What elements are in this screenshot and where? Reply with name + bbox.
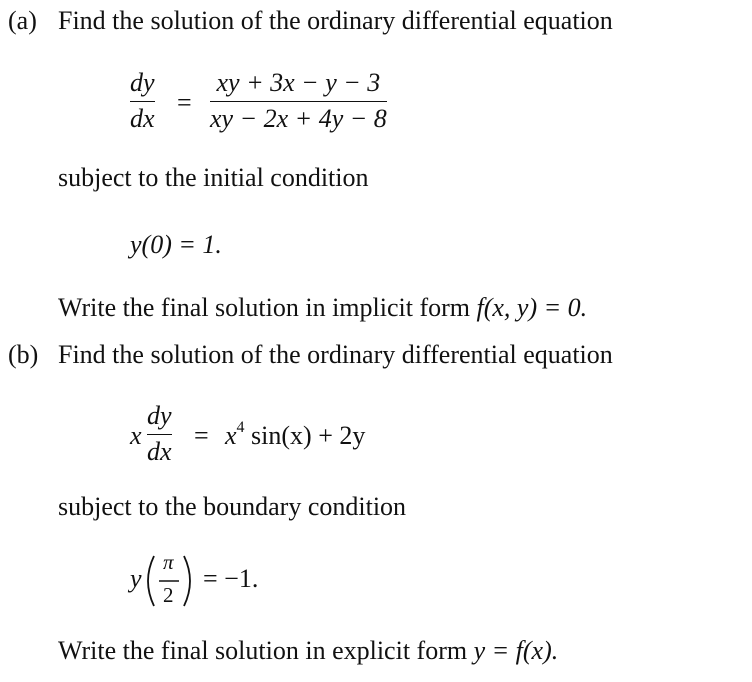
part-a-derivative	[130, 70, 155, 132]
part-b-instruction-text: Write the final solution in explicit form	[58, 636, 474, 665]
part-b-derivative	[147, 403, 172, 465]
fraction-bar	[130, 101, 155, 102]
part-b-rhs-exponent: 4	[236, 419, 245, 436]
part-b-rhs-base: x	[225, 421, 237, 450]
part-b-rhs	[225, 419, 366, 450]
part-a-equals: =	[177, 88, 192, 117]
part-a-instruction-math: f(x, y) = 0.	[476, 293, 588, 322]
part-b-condition-intro: subject to the boundary condition	[58, 492, 407, 521]
part-b-cond-denominator: 2	[163, 583, 174, 607]
part-a-rhs-fraction	[210, 70, 387, 132]
part-b-instruction-math: y = f(x).	[473, 636, 559, 665]
part-a-intro: Find the solution of the ordinary differential equation	[58, 6, 613, 35]
part-b-cond-func: y	[130, 564, 142, 593]
part-a-label: (a)	[8, 6, 37, 35]
fraction-bar	[210, 101, 387, 102]
right-paren	[184, 556, 190, 606]
part-a-instruction-text: Write the final solution in implicit form	[58, 293, 477, 322]
part-b-cond-numerator: π	[163, 550, 174, 574]
part-b-lhs-prefix: x	[130, 421, 142, 450]
part-a-condition-intro: subject to the initial condition	[58, 163, 369, 192]
part-a-condition: y(0) = 1.	[130, 230, 222, 259]
part-a-lhs-denominator: dx	[130, 104, 155, 133]
part-b-lhs-numerator: dy	[147, 401, 172, 430]
left-paren	[148, 556, 154, 606]
part-b-equals: =	[194, 421, 209, 450]
part-b-rhs-rest: sin(x) + 2y	[244, 421, 366, 450]
part-a-lhs-numerator: dy	[130, 68, 155, 97]
part-a-rhs-denominator: xy − 2x + 4y − 8	[210, 104, 387, 133]
fraction-bar	[147, 434, 172, 435]
part-b-instruction	[58, 638, 558, 664]
part-b-label: (b)	[8, 340, 39, 369]
part-b-cond-rhs: = −1.	[203, 564, 259, 593]
part-b-intro: Find the solution of the ordinary differential equation	[58, 340, 613, 369]
part-b-lhs-denominator: dx	[147, 437, 172, 466]
part-a-rhs-numerator: xy + 3x − y − 3	[216, 68, 381, 97]
part-a-instruction	[58, 295, 587, 321]
